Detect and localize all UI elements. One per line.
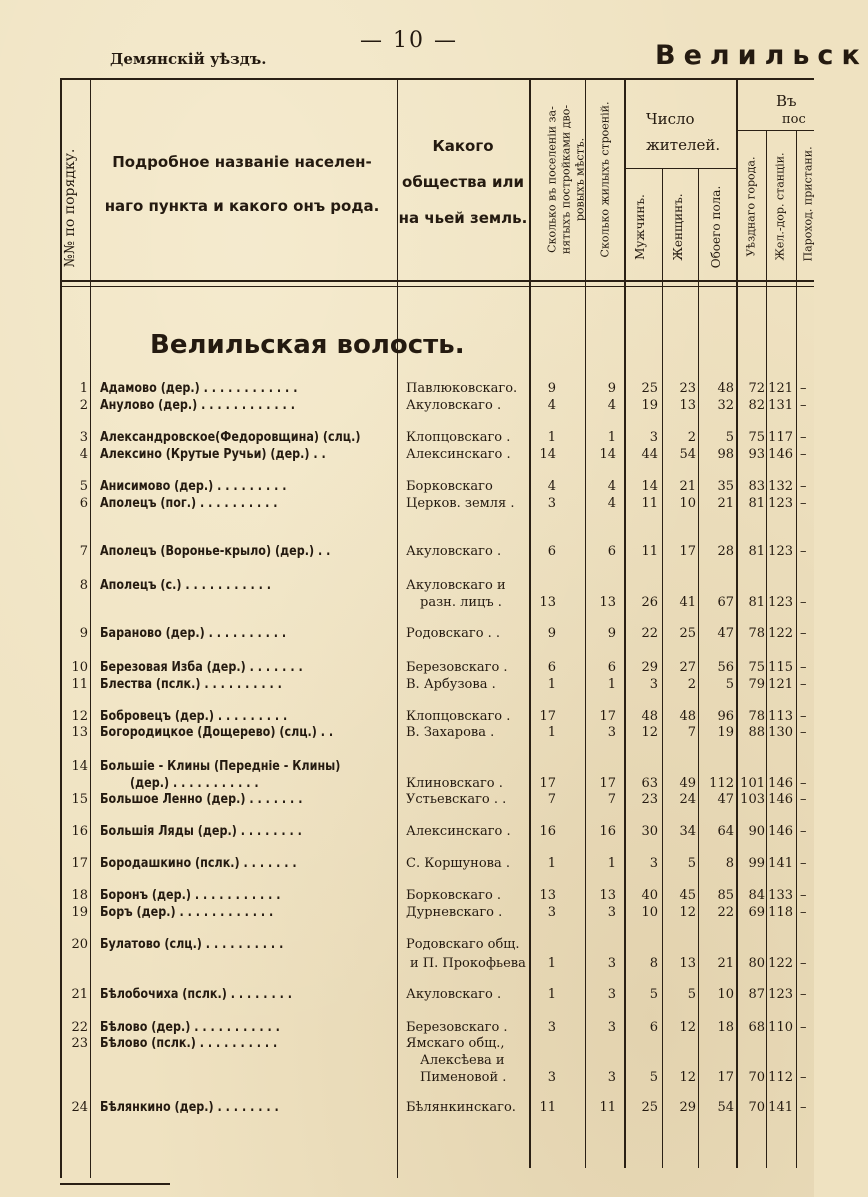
- col-name-header: Подробное названіе населен- наго пункта и какого онъ рода.: [104, 153, 380, 215]
- col-town-header: Уѣзднаго города.: [744, 156, 758, 257]
- col-women-header: Женщинъ.: [671, 193, 685, 261]
- col-inhabitants-label-2: жителей.: [646, 136, 721, 154]
- col-distance-label-1: Въ: [776, 92, 797, 110]
- document-page: — 10 — Демянскій уѣздъ. Велильск №№ по порядку. Подробное названіе населен- наго пункта и какого онъ рода. Какого общества или на чьей земль. Сколько въ поселеніи за- нятыхъ постройками дво- ровыхъ мѣстъ. Сколько жилыхъ строеній. Число жителей. Мужчинъ. Женщинъ. Обоего пола. Въ пос Уѣзднаго города. Жел.-дор. станціи. Пароход. пристани. Велильская волость. 1 Адамово (дер.) . . . . . . . . . . . . Павлюковскаго. 9 9 25 23 48 72 121 – 2 Анулово (дер.) . . . . . . . . . . . . Акуловскаго . 4 4 19 13 32 82 131 – 3 Александровское(Федоровщина) (слц.) Клопцовскаго . 1 1 3 2 5 75 117 – 4 Алексино (Крутые Ручьи) (дер.) . . Алексинскаго . 14 14 44 54 98 93 146 – 5 Анисимово (дер.) . . . . . . . . . Борковскаго 4 4 14 21 35 83 132 – 6 Аполецъ (пог.) . . . . . . . . . . Церков. земля . 3 4 11 10 21 81 123 – 7 Аполецъ (Воронье-крыло) (дер.) . . Акуловскаго . 6 6 11 17 28 81 123 – 8 Аполецъ (с.) . . . . . . . . . . . Акуловскаго и разн. лицъ . 13 13 26 41 67 81 123 – 9 Бараново (дер.) . . . . . . . . . . Родовскаго . . 9 9 22 25 47 78 122 – 10 Березовая Изба (дер.) . . . . . . . Березовскаго . 6 6 29 27 56 75 115 – 11 Блества (пслк.) . . . . . . . . . . В. Арбузова . 1 1 3 2 5 79 121 – 12 Бобровецъ (дер.) . . . . . . . . . Клопцовскаго . 17 17 48 48 96 78 113 – 13 Богородицкое (Дощерево) (слц.) . . В. Захарова . 1 3 12 7 19 88 130 – 14 Большіе - Клины (Передніе - Клины) (дер.) . . . . . . . . . . . Клиновскаго . 17 17 63 49 112 101 146 – 15 Большое Ленно (дер.) . . . . . . . Устьевскаго . . 7 7 23 24 47 103 146 – 16 Большія Ляды (дер.) . . . . . . . . Алексинскаго . 16 16 30 34 64 90 146 – 17 Бородашкино (пслк.) . . . . . . . С. Коршунова . 1 1 3 5 8 99 141 – 18 Боронъ (дер.) . . . . . . . . . . . Борковскаго . 13 13 40 45 85 84 133 – 19 Боръ (дер.) . . . . . . . . . . . . Дурневскаго . 3 3 10 12 22 69 118 – 20 Булатово (слц.) . . . . . . . . . . Родовскаго общ. и П. Прокофьева 1 3 8 13 21 80 122 – 21 Бѣлобочиха (пслк.) . . . . . . . . Акуловскаго . 1 3 5 5 10 87 123 – 22 Бѣлово (дер.) . . . . . . . . . . . Березовскаго . 3 3 6 12 18 68 110 – 23 Бѣлово (пслк.) . . . . . . . . . . Ямскаго общ., Алексѣева и Пименовой . 3 3 5 12 17 70 112 – 24 Бѣлянкино (дер.) . . . . . . . . Бѣлянкинскаго. 11 11 25 29 54 70 141 –: [0, 0, 814, 1197]
- col-pier-header: Пароход. пристани.: [801, 146, 815, 262]
- col-inhabitants-label-1: Число: [646, 110, 695, 128]
- col-society-header: Какого общества или на чьей земль.: [398, 137, 528, 227]
- running-head: Велильск: [655, 40, 868, 71]
- col-distance-label-2: пос: [782, 112, 806, 127]
- col-rail-header: Жел.-дор. станціи.: [773, 152, 787, 261]
- district-title: Демянскій уѣздъ.: [110, 50, 267, 68]
- col-both-header: Обоего пола.: [709, 185, 723, 269]
- page-number: — 10 —: [360, 28, 458, 53]
- col-buildings-header: Сколько жилыхъ строеній.: [598, 101, 612, 258]
- section-title: Велильская волость.: [150, 330, 465, 360]
- col-order-no: №№ по порядку.: [62, 148, 78, 268]
- col-men-header: Мужчинъ.: [633, 194, 647, 260]
